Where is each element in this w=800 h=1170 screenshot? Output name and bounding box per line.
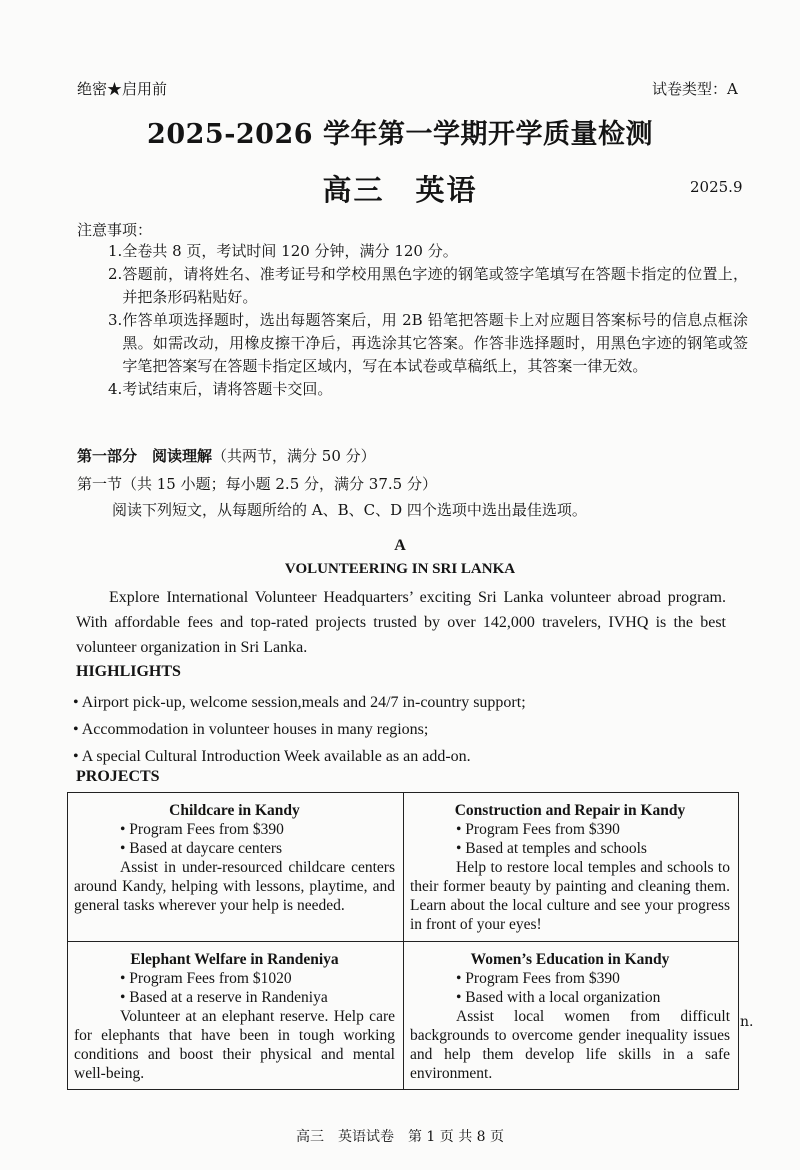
exam-date: 2025.9 <box>690 178 743 196</box>
projects-heading: PROJECTS <box>76 768 160 785</box>
section-instruction: 阅读下列短文，从每题所给的 A、B、C、D 四个选项中选出最佳选项。 <box>112 501 587 519</box>
project-description: Assist local women from difficult backgrounds to overcome gender inequality issues and help them develop life skills in a safe environment. <box>410 1008 730 1082</box>
passage-title: VOLUNTEERING IN SRI LANKA <box>284 561 516 577</box>
highlight-item: • Accommodation in volunteer houses in many regions; <box>73 721 429 738</box>
notice-list <box>108 240 748 401</box>
project-fee: • Program Fees from $390 <box>456 821 620 838</box>
paper-type-label: 试卷类型：A <box>652 80 738 98</box>
exam-subject: 高三 英语 <box>322 173 478 207</box>
notice-item: 1. 全卷共 8 页，考试时间 120 分钟，满分 120 分。 <box>108 242 458 260</box>
project-base: • Based at daycare centers <box>120 840 283 857</box>
project-base: • Based with a local organization <box>456 989 661 1006</box>
project-title: Women’s Education in Kandy <box>470 951 670 968</box>
project-title: Construction and Repair in Kandy <box>454 802 686 819</box>
part-heading <box>77 445 376 466</box>
page-footer: 高三 英语试卷 第 1 页 共 8 页 <box>295 1129 505 1145</box>
notice-heading: 注意事项： <box>77 221 153 239</box>
project-fee: • Program Fees from $390 <box>456 970 620 987</box>
part-score: （共两节，满分 50 分） <box>212 447 376 465</box>
project-description: Help to restore local temples and schools to their former beauty by painting and cleaning them. Learn about the local culture and see your progress in front of your eyes! <box>410 859 730 933</box>
highlight-item: • Airport pick-up, welcome session,meals and 24/7 in-country support; <box>73 694 526 711</box>
project-fee: • Program Fees from $1020 <box>120 970 292 987</box>
project-base: • Based at a reserve in Randeniya <box>120 989 328 1006</box>
project-cell-elephant <box>68 941 403 1089</box>
part-label: 第一部分 阅读理解 <box>77 447 213 465</box>
section-heading: 第一节（共 15 小题；每小题 2.5 分，满分 37.5 分） <box>77 475 437 493</box>
project-cell-construction <box>403 793 738 941</box>
notice-item: 2. 答题前，请将姓名、准考证号和学校用黑色字迹的钢笔或签字笔填写在答题卡指定的位置上，并把条形码粘贴好。 <box>108 265 748 306</box>
highlights-list <box>73 689 526 770</box>
notice-item: 3. 作答单项选择题时，选出每题答案后，用 2B 铅笔把答题卡上对应题目答案标号的信息点框涂黑。如需改动，用橡皮擦干净后，再选涂其它答案。作答非选择题时，用黑色字迹的钢笔或签字笔把答案写在答题卡指定区域内，写在本试卷或草稿纸上，其答案一律无效。 <box>108 311 748 375</box>
project-title: Childcare in Kandy <box>169 802 300 819</box>
project-fee: • Program Fees from $390 <box>120 821 284 838</box>
margin-mark: n. <box>740 1014 754 1030</box>
project-cell-childcare <box>68 793 403 941</box>
project-base: • Based at temples and schools <box>456 840 647 857</box>
passage-letter: A <box>394 537 406 554</box>
project-description: Volunteer at an elephant reserve. Help care for elephants that have been in tough working conditions and boost their physical and mental well-being. <box>74 1008 395 1082</box>
highlight-item: • A special Cultural Introduction Week available as an add-on. <box>73 748 471 765</box>
project-description: Assist in under-resourced childcare centers around Kandy, helping with lessons, playtime, and general tasks wherever your help is needed. <box>74 859 395 914</box>
project-cell-women <box>403 941 738 1089</box>
exam-title: 2025-2026 学年第一学期开学质量检测 <box>147 119 653 150</box>
project-title: Elephant Welfare in Randeniya <box>130 951 339 968</box>
projects-table <box>67 792 739 1090</box>
secret-label: 绝密★启用前 <box>77 80 168 98</box>
highlights-heading: HIGHLIGHTS <box>76 663 181 680</box>
passage-intro: Explore International Volunteer Headquarters’ exciting Sri Lanka volunteer abroad program. With affordable fees and top-rated projects trusted by over 142,000 travelers, IVHQ is the best volunteer organization in Sri Lanka. <box>76 589 726 656</box>
notice-item: 4. 考试结束后，请将答题卡交回。 <box>108 380 333 398</box>
